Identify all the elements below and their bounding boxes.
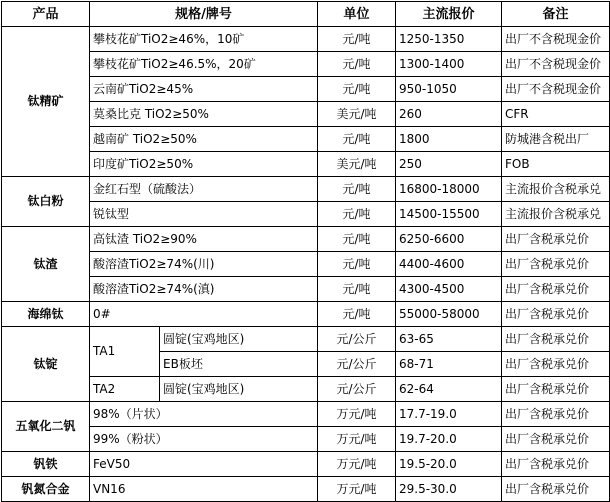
note-cell: 防城港含税出厂: [502, 127, 610, 152]
spec-cell: 圆锭(宝鸡地区): [160, 327, 318, 352]
unit-cell: 元/公斤: [318, 327, 396, 352]
price-cell: 1250-1350: [396, 27, 502, 52]
price-cell: 4400-4600: [396, 252, 502, 277]
price-table: [1, 1, 610, 502]
note-cell: 出厂含税承兑价: [502, 302, 610, 327]
spec-cell: 金红石型（硫酸法）: [90, 177, 318, 202]
price-cell: 17.7-19.0: [396, 402, 502, 427]
spec-cell: 攀枝花矿TiO2≥46.5%，20矿: [90, 52, 318, 77]
note-cell: 出厂含税承兑价: [502, 402, 610, 427]
spec-cell: VN16: [90, 477, 318, 502]
unit-cell: 万元/吨: [318, 477, 396, 502]
column-header-spec: 规格/牌号: [90, 2, 318, 27]
column-header-note: 备注: [502, 2, 610, 27]
note-cell: 出厂不含税现金价: [502, 77, 610, 102]
price-cell: 6250-6600: [396, 227, 502, 252]
note-cell: 出厂含税承兑价: [502, 427, 610, 452]
table-row: [2, 452, 610, 477]
product-group-label: 钒氮合金: [2, 477, 90, 502]
table-row: [2, 327, 610, 352]
table-row: [2, 202, 610, 227]
price-cell: 14500-15500: [396, 202, 502, 227]
spec-cell: 高钛渣 TiO2≥90%: [90, 227, 318, 252]
unit-cell: 元/吨: [318, 27, 396, 52]
price-cell: 16800-18000: [396, 177, 502, 202]
unit-cell: 元/吨: [318, 77, 396, 102]
table-row: [2, 477, 610, 502]
spec-cell: 98%（片状）: [90, 402, 318, 427]
note-cell: 出厂含税承兑价: [502, 452, 610, 477]
product-grade-label: TA2: [90, 377, 160, 402]
note-cell: 出厂含税承兑价: [502, 227, 610, 252]
price-cell: 260: [396, 102, 502, 127]
spec-cell: FeV50: [90, 452, 318, 477]
product-group-label: 海绵钛: [2, 302, 90, 327]
table-row: [2, 177, 610, 202]
note-cell: 出厂不含税现金价: [502, 52, 610, 77]
note-cell: CFR: [502, 102, 610, 127]
price-cell: 29.5-30.0: [396, 477, 502, 502]
table-row: [2, 27, 610, 52]
header-row: [2, 2, 610, 27]
unit-cell: 万元/吨: [318, 427, 396, 452]
table-row: [2, 277, 610, 302]
price-cell: 55000-58000: [396, 302, 502, 327]
spec-cell: 酸溶渣TiO2≥74%(川): [90, 252, 318, 277]
price-cell: 62-64: [396, 377, 502, 402]
table-row: [2, 302, 610, 327]
product-grade-label: TA1: [90, 327, 160, 377]
note-cell: FOB: [502, 152, 610, 177]
unit-cell: 元/公斤: [318, 352, 396, 377]
table-row: [2, 252, 610, 277]
spec-cell: 云南矿TiO2≥45%: [90, 77, 318, 102]
unit-cell: 元/吨: [318, 252, 396, 277]
spec-cell: 酸溶渣TiO2≥74%(滇): [90, 277, 318, 302]
note-cell: 出厂含税承兑价: [502, 377, 610, 402]
note-cell: 出厂含税承兑价: [502, 477, 610, 502]
price-cell: 1300-1400: [396, 52, 502, 77]
note-cell: 主流报价含税承兑: [502, 177, 610, 202]
spec-cell: 99%（粉状）: [90, 427, 318, 452]
unit-cell: 元/吨: [318, 127, 396, 152]
spec-cell: 0#: [90, 302, 318, 327]
unit-cell: 元/吨: [318, 302, 396, 327]
table-row: [2, 152, 610, 177]
spec-cell: 越南矿 TiO2≥50%: [90, 127, 318, 152]
price-cell: 4300-4500: [396, 277, 502, 302]
table-row: [2, 377, 610, 402]
price-cell: 19.7-20.0: [396, 427, 502, 452]
unit-cell: 万元/吨: [318, 402, 396, 427]
unit-cell: 元/吨: [318, 227, 396, 252]
unit-cell: 美元/吨: [318, 152, 396, 177]
column-header-unit: 单位: [318, 2, 396, 27]
price-cell: 63-65: [396, 327, 502, 352]
unit-cell: 美元/吨: [318, 102, 396, 127]
spec-cell: 锐钛型: [90, 202, 318, 227]
unit-cell: 元/吨: [318, 277, 396, 302]
price-cell: 19.5-20.0: [396, 452, 502, 477]
spec-cell: 莫桑比克 TiO2≥50%: [90, 102, 318, 127]
note-cell: 出厂含税承兑价: [502, 277, 610, 302]
price-sheet: [0, 1, 610, 496]
price-cell: 68-71: [396, 352, 502, 377]
table-row: [2, 52, 610, 77]
table-body: [2, 27, 610, 502]
note-cell: 主流报价含税承兑: [502, 202, 610, 227]
price-cell: 1800: [396, 127, 502, 152]
table-row: [2, 402, 610, 427]
price-cell: 950-1050: [396, 77, 502, 102]
unit-cell: 元/公斤: [318, 377, 396, 402]
product-group-label: 钛白粉: [2, 177, 90, 227]
unit-cell: 万元/吨: [318, 452, 396, 477]
product-group-label: 钒铁: [2, 452, 90, 477]
product-group-label: 钛渣: [2, 227, 90, 302]
note-cell: 出厂含税承兑价: [502, 327, 610, 352]
product-group-label: 钛精矿: [2, 27, 90, 177]
spec-cell: 圆锭(宝鸡地区): [160, 377, 318, 402]
note-cell: 出厂含税承兑价: [502, 352, 610, 377]
table-row: [2, 127, 610, 152]
table-row: [2, 227, 610, 252]
spec-cell: 攀枝花矿TiO2≥46%，10矿: [90, 27, 318, 52]
unit-cell: 元/吨: [318, 202, 396, 227]
unit-cell: 元/吨: [318, 52, 396, 77]
price-cell: 250: [396, 152, 502, 177]
product-group-label: 钛锭: [2, 327, 90, 402]
table-header: [2, 2, 610, 27]
column-header-price: 主流报价: [396, 2, 502, 27]
table-row: [2, 102, 610, 127]
spec-cell: 印度矿TiO2≥50%: [90, 152, 318, 177]
note-cell: 出厂含税承兑价: [502, 252, 610, 277]
spec-cell: EB板坯: [160, 352, 318, 377]
table-row: [2, 77, 610, 102]
column-header-product: 产品: [2, 2, 90, 27]
note-cell: 出厂不含税现金价: [502, 27, 610, 52]
table-row: [2, 427, 610, 452]
product-group-label: 五氧化二钒: [2, 402, 90, 452]
unit-cell: 元/吨: [318, 177, 396, 202]
